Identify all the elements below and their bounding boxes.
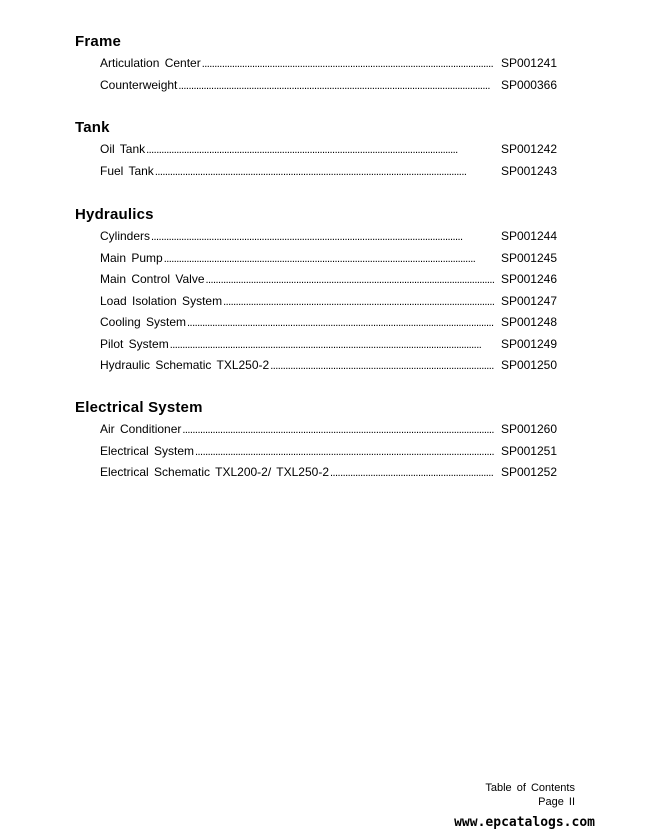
toc-entry[interactable]	[75, 161, 557, 183]
toc-entry-label: Pilot System	[100, 336, 169, 351]
toc-entry-label: Counterweight	[100, 77, 178, 92]
dot-leader	[187, 312, 494, 334]
watermark-text: www.epcatalogs.com	[454, 815, 595, 830]
dot-leader	[178, 75, 494, 97]
footer-document-title: Table of Contents	[485, 782, 575, 794]
toc-entry-label: Load Isolation System	[100, 293, 223, 308]
toc-entry-label: Main Pump	[100, 250, 163, 265]
toc-entry-label: Articulation Center	[100, 56, 201, 70]
toc-entry-code: SP001248	[500, 315, 557, 329]
section-electrical-system	[75, 397, 557, 484]
toc-entry-label: Cylinders	[100, 229, 151, 243]
section-frame	[75, 31, 557, 96]
dot-leader	[155, 161, 494, 183]
page-footer	[485, 781, 575, 809]
toc-entry[interactable]	[75, 248, 557, 270]
toc-entry-code: SP001252	[500, 465, 557, 479]
toc-entry-label: Electrical System	[100, 443, 195, 458]
toc-entry[interactable]	[75, 334, 557, 356]
dot-leader	[182, 419, 494, 441]
toc-entry-label: Electrical Schematic TXL200-2/ TXL250-2	[100, 465, 330, 479]
section-title: Electrical System	[75, 399, 203, 416]
toc-entry-code: SP001245	[500, 250, 557, 265]
toc-entry[interactable]	[75, 441, 557, 463]
toc-entry[interactable]	[75, 419, 557, 441]
toc-entry-label: Air Conditioner	[100, 422, 182, 436]
toc-entry-label: Main Control Valve	[100, 272, 205, 286]
toc-entry[interactable]	[75, 53, 557, 75]
footer-page-number: Page II	[538, 796, 575, 808]
dot-leader	[206, 269, 495, 291]
section-tank	[75, 117, 557, 182]
toc-entry[interactable]	[75, 355, 557, 377]
toc-entry[interactable]	[75, 75, 557, 97]
dot-leader	[146, 139, 494, 161]
toc-entry-code: SP001249	[500, 336, 557, 351]
section-title: Tank	[75, 119, 110, 136]
toc-entry-code: SP001251	[500, 443, 557, 458]
toc-entry-code: SP001260	[500, 422, 557, 436]
toc-entry-label: Hydraulic Schematic TXL250-2	[100, 358, 270, 372]
toc-entry-code: SP001244	[500, 229, 557, 243]
section-hydraulics	[75, 204, 557, 377]
toc-entry[interactable]	[75, 269, 557, 291]
toc-entry-label: Cooling System	[100, 315, 187, 329]
toc-entry[interactable]	[75, 312, 557, 334]
toc-entry-label: Oil Tank	[100, 142, 146, 156]
dot-leader	[164, 248, 494, 270]
toc-entry-code: SP001247	[500, 293, 557, 308]
dot-leader	[202, 53, 494, 75]
toc-entry-code: SP001242	[500, 142, 557, 156]
dot-leader	[223, 291, 494, 313]
toc-entry-code: SP001246	[500, 272, 557, 286]
toc-entry-code: SP001241	[500, 56, 557, 70]
section-title: Hydraulics	[75, 206, 154, 223]
dot-leader	[170, 334, 494, 356]
dot-leader	[195, 441, 494, 463]
toc-entry-code: SP001243	[500, 163, 557, 178]
dot-leader	[330, 462, 494, 484]
toc-entry[interactable]	[75, 462, 557, 484]
toc-entry-code: SP001250	[500, 358, 557, 372]
section-title: Frame	[75, 33, 122, 50]
dot-leader	[270, 355, 494, 377]
toc-entry[interactable]	[75, 139, 557, 161]
toc-entry[interactable]	[75, 226, 557, 248]
dot-leader	[151, 226, 494, 248]
toc-entry-code: SP000366	[500, 77, 557, 92]
toc-entry[interactable]	[75, 291, 557, 313]
toc-entry-label: Fuel Tank	[100, 163, 154, 178]
